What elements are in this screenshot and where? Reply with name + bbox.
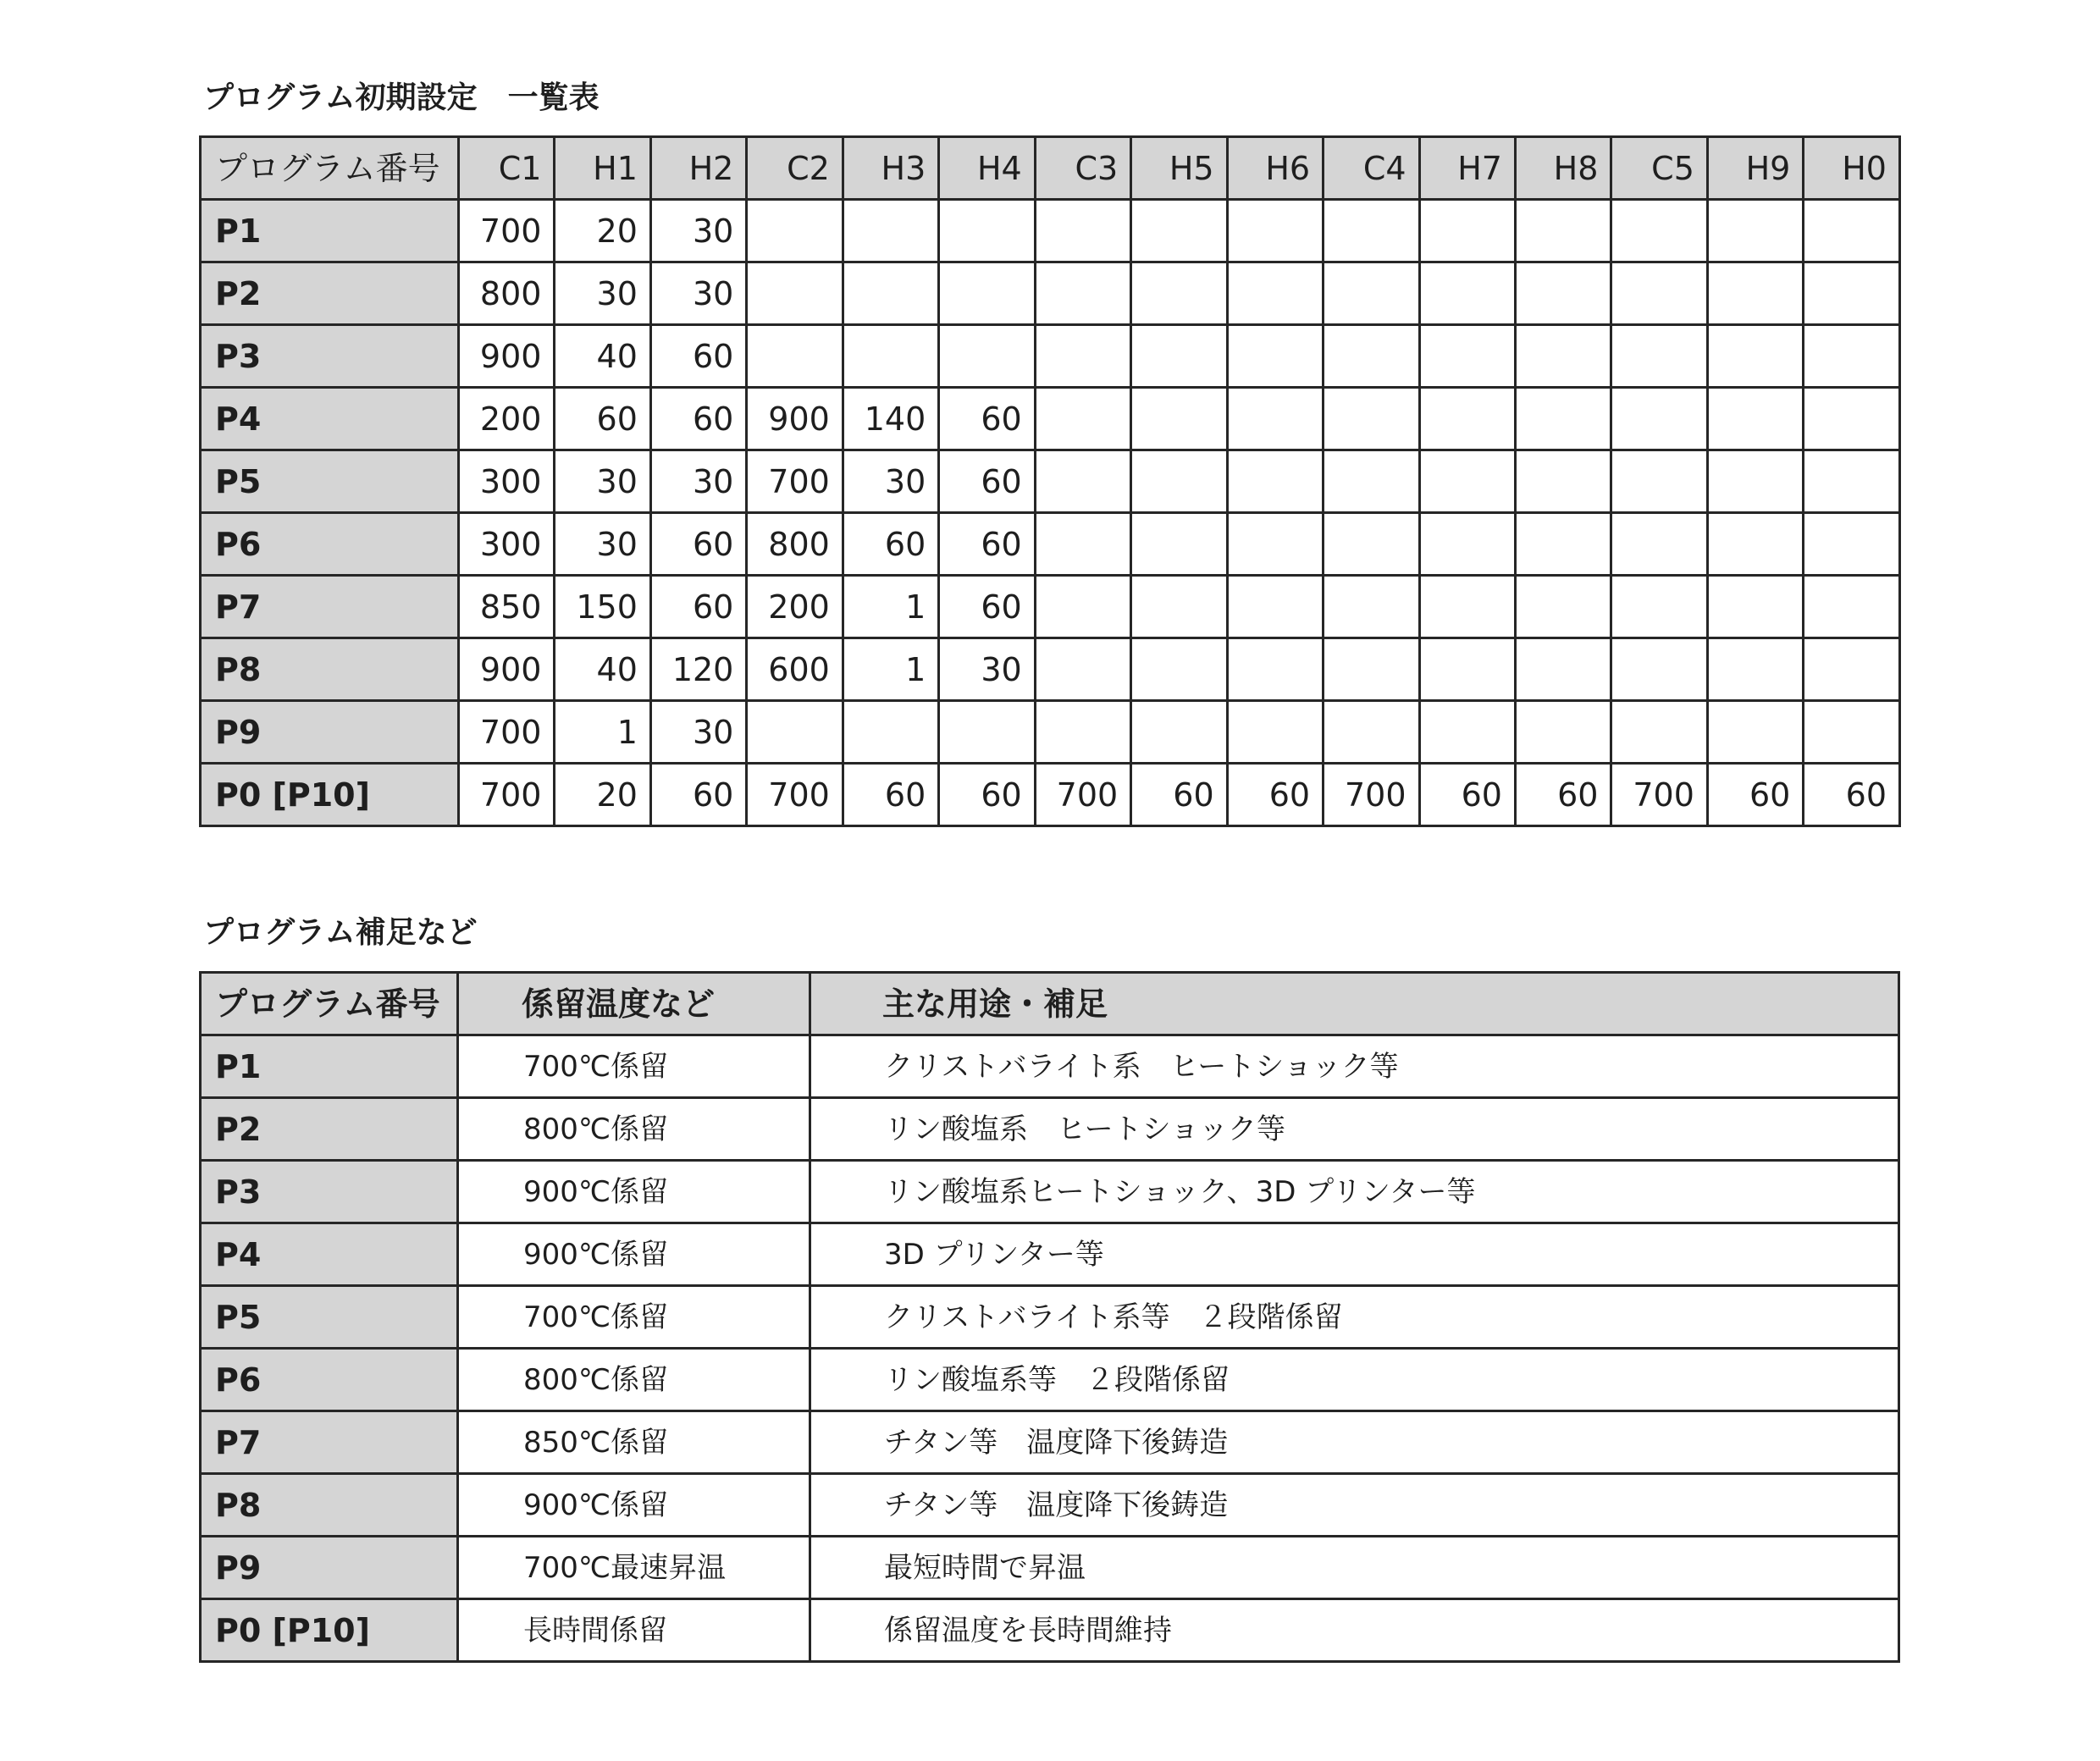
- value-cell: 60: [1131, 764, 1227, 826]
- table-row: [201, 450, 1900, 513]
- value-cell: [1131, 325, 1227, 388]
- value-cell: 900: [459, 325, 555, 388]
- value-cell: [1611, 200, 1707, 262]
- main-use-cell: リン酸塩系等 ２段階係留: [810, 1349, 1899, 1411]
- value-cell: 60: [939, 513, 1035, 576]
- value-cell: 1: [843, 638, 938, 701]
- main-use-cell: リン酸塩系ヒートショック、3D プリンター等: [810, 1161, 1899, 1223]
- value-cell: [1419, 513, 1515, 576]
- value-cell: [1035, 638, 1130, 701]
- value-cell: 20: [555, 764, 650, 826]
- main-use-cell: 係留温度を長時間維持: [810, 1599, 1899, 1662]
- program-label: P0 [P10]: [201, 1599, 458, 1662]
- table-row: [201, 1537, 1899, 1599]
- value-cell: [1035, 701, 1130, 764]
- value-cell: 60: [650, 576, 746, 638]
- value-cell: [843, 701, 938, 764]
- header-step-c5: C5: [1611, 137, 1707, 200]
- value-cell: [1515, 513, 1611, 576]
- program-settings-table: [199, 135, 1901, 827]
- main-use-cell: 最短時間で昇温: [810, 1537, 1899, 1599]
- header-step-h2: H2: [650, 137, 746, 200]
- table-row: [201, 1474, 1899, 1537]
- value-cell: [1611, 388, 1707, 450]
- value-cell: [1035, 262, 1130, 325]
- header-step-h3: H3: [843, 137, 938, 200]
- value-cell: [1035, 388, 1130, 450]
- value-cell: [1611, 262, 1707, 325]
- table-row: [201, 1035, 1899, 1098]
- value-cell: [1324, 576, 1419, 638]
- table-row: [201, 325, 1900, 388]
- program-label: P9: [201, 1537, 458, 1599]
- hold-temperature-cell: 900℃係留: [458, 1474, 810, 1537]
- program-label: P4: [201, 1223, 458, 1286]
- value-cell: [1131, 513, 1227, 576]
- header-step-h7: H7: [1419, 137, 1515, 200]
- value-cell: 60: [650, 388, 746, 450]
- value-cell: [1035, 450, 1130, 513]
- value-cell: [1035, 576, 1130, 638]
- value-cell: [1131, 576, 1227, 638]
- value-cell: [1804, 388, 1900, 450]
- value-cell: [1804, 200, 1900, 262]
- value-cell: 60: [939, 450, 1035, 513]
- value-cell: 60: [1419, 764, 1515, 826]
- value-cell: 30: [650, 450, 746, 513]
- header-step-h0: H0: [1804, 137, 1900, 200]
- program-label: P1: [201, 1035, 458, 1098]
- table-row: [201, 513, 1900, 576]
- value-cell: 30: [843, 450, 938, 513]
- program-label: P1: [201, 200, 459, 262]
- main-use-cell: チタン等 温度降下後鋳造: [810, 1411, 1899, 1474]
- value-cell: 700: [459, 200, 555, 262]
- value-cell: [1227, 450, 1323, 513]
- value-cell: [1707, 262, 1803, 325]
- value-cell: 30: [555, 262, 650, 325]
- value-cell: [1227, 638, 1323, 701]
- value-cell: [1324, 200, 1419, 262]
- program-label: P5: [201, 1286, 458, 1349]
- value-cell: [1611, 576, 1707, 638]
- value-cell: [1131, 638, 1227, 701]
- value-cell: [1324, 701, 1419, 764]
- program-label: P3: [201, 325, 459, 388]
- value-cell: 60: [843, 513, 938, 576]
- table-row: [201, 1349, 1899, 1411]
- value-cell: 30: [650, 701, 746, 764]
- value-cell: 60: [1227, 764, 1323, 826]
- hold-temperature-cell: 900℃係留: [458, 1223, 810, 1286]
- hold-temperature-cell: 700℃係留: [458, 1286, 810, 1349]
- value-cell: 30: [555, 513, 650, 576]
- header-step-h6: H6: [1227, 137, 1323, 200]
- value-cell: [1611, 638, 1707, 701]
- value-cell: [1707, 325, 1803, 388]
- hold-temperature-cell: 850℃係留: [458, 1411, 810, 1474]
- header-step-h1: H1: [555, 137, 650, 200]
- value-cell: 60: [843, 764, 938, 826]
- value-cell: [1804, 513, 1900, 576]
- value-cell: [1131, 701, 1227, 764]
- program-notes-title: プログラム補足など: [203, 915, 478, 950]
- program-label: P5: [201, 450, 459, 513]
- value-cell: [1419, 638, 1515, 701]
- value-cell: [1707, 200, 1803, 262]
- value-cell: [1419, 576, 1515, 638]
- value-cell: [1515, 450, 1611, 513]
- main-use-cell: クリストバライト系等 ２段階係留: [810, 1286, 1899, 1349]
- value-cell: 60: [939, 388, 1035, 450]
- value-cell: 120: [650, 638, 746, 701]
- value-cell: 300: [459, 513, 555, 576]
- main-use-cell: クリストバライト系 ヒートショック等: [810, 1035, 1899, 1098]
- header-step-h9: H9: [1707, 137, 1803, 200]
- value-cell: [1324, 638, 1419, 701]
- header-step-c2: C2: [747, 137, 843, 200]
- value-cell: [747, 262, 843, 325]
- value-cell: 30: [555, 450, 650, 513]
- value-cell: [939, 200, 1035, 262]
- value-cell: [1227, 262, 1323, 325]
- value-cell: [1419, 701, 1515, 764]
- program-label: P7: [201, 1411, 458, 1474]
- value-cell: [747, 325, 843, 388]
- program-label: P3: [201, 1161, 458, 1223]
- value-cell: [1227, 388, 1323, 450]
- value-cell: [1131, 200, 1227, 262]
- value-cell: [1227, 200, 1323, 262]
- value-cell: 700: [1611, 764, 1707, 826]
- value-cell: 700: [1324, 764, 1419, 826]
- program-settings-title: プログラム初期設定 一覧表: [203, 80, 600, 115]
- header-main-use: 主な用途・補足: [810, 973, 1899, 1035]
- value-cell: 60: [939, 764, 1035, 826]
- value-cell: [1419, 262, 1515, 325]
- table-row: [201, 1223, 1899, 1286]
- hold-temperature-cell: 800℃係留: [458, 1349, 810, 1411]
- value-cell: [939, 325, 1035, 388]
- header-program-number: プログラム番号: [201, 137, 459, 200]
- value-cell: 900: [747, 388, 843, 450]
- table-header-row: [201, 973, 1899, 1035]
- value-cell: [1324, 388, 1419, 450]
- value-cell: [1131, 262, 1227, 325]
- table-header-row: [201, 137, 1900, 200]
- value-cell: [843, 325, 938, 388]
- value-cell: [1227, 576, 1323, 638]
- value-cell: [1515, 262, 1611, 325]
- value-cell: [1804, 576, 1900, 638]
- header-step-h8: H8: [1515, 137, 1611, 200]
- value-cell: 60: [555, 388, 650, 450]
- value-cell: 30: [939, 638, 1035, 701]
- value-cell: 60: [650, 764, 746, 826]
- value-cell: 20: [555, 200, 650, 262]
- value-cell: [1611, 513, 1707, 576]
- value-cell: [1804, 450, 1900, 513]
- value-cell: 60: [1515, 764, 1611, 826]
- table-row: [201, 262, 1900, 325]
- main-use-cell: チタン等 温度降下後鋳造: [810, 1474, 1899, 1537]
- value-cell: [1804, 701, 1900, 764]
- value-cell: 600: [747, 638, 843, 701]
- program-label: P6: [201, 1349, 458, 1411]
- value-cell: 30: [650, 200, 746, 262]
- table-row: [201, 388, 1900, 450]
- table-row: [201, 1098, 1899, 1161]
- table-row: [201, 1161, 1899, 1223]
- value-cell: [1227, 701, 1323, 764]
- value-cell: [1131, 388, 1227, 450]
- value-cell: [1804, 262, 1900, 325]
- value-cell: [1515, 576, 1611, 638]
- value-cell: [1515, 388, 1611, 450]
- hold-temperature-cell: 700℃最速昇温: [458, 1537, 810, 1599]
- value-cell: 60: [1804, 764, 1900, 826]
- value-cell: 60: [1707, 764, 1803, 826]
- value-cell: [1804, 638, 1900, 701]
- value-cell: [1324, 513, 1419, 576]
- value-cell: [1131, 450, 1227, 513]
- value-cell: [1707, 513, 1803, 576]
- header-program-number: プログラム番号: [201, 973, 458, 1035]
- value-cell: [1611, 450, 1707, 513]
- value-cell: [1707, 638, 1803, 701]
- value-cell: [1324, 325, 1419, 388]
- value-cell: [939, 262, 1035, 325]
- value-cell: 700: [747, 450, 843, 513]
- value-cell: [1707, 576, 1803, 638]
- value-cell: 700: [747, 764, 843, 826]
- value-cell: [1419, 200, 1515, 262]
- hold-temperature-cell: 700℃係留: [458, 1035, 810, 1098]
- value-cell: [1035, 200, 1130, 262]
- hold-temperature-cell: 800℃係留: [458, 1098, 810, 1161]
- table-row: [201, 576, 1900, 638]
- value-cell: [1515, 325, 1611, 388]
- value-cell: [1611, 325, 1707, 388]
- header-step-c3: C3: [1035, 137, 1130, 200]
- main-use-cell: リン酸塩系 ヒートショック等: [810, 1098, 1899, 1161]
- value-cell: 700: [459, 764, 555, 826]
- value-cell: 150: [555, 576, 650, 638]
- value-cell: [1707, 701, 1803, 764]
- hold-temperature-cell: 長時間係留: [458, 1599, 810, 1662]
- value-cell: [747, 200, 843, 262]
- value-cell: 40: [555, 638, 650, 701]
- value-cell: [843, 262, 938, 325]
- value-cell: 900: [459, 638, 555, 701]
- header-hold-temperature: 係留温度など: [458, 973, 810, 1035]
- program-label: P8: [201, 638, 459, 701]
- value-cell: 40: [555, 325, 650, 388]
- value-cell: [1515, 638, 1611, 701]
- table-row: [201, 1411, 1899, 1474]
- header-step-h4: H4: [939, 137, 1035, 200]
- value-cell: [1804, 325, 1900, 388]
- value-cell: 1: [555, 701, 650, 764]
- header-step-c4: C4: [1324, 137, 1419, 200]
- value-cell: 300: [459, 450, 555, 513]
- table-row: [201, 1599, 1899, 1662]
- table-row: [201, 1286, 1899, 1349]
- table-row: [201, 200, 1900, 262]
- value-cell: [1035, 325, 1130, 388]
- value-cell: [1324, 262, 1419, 325]
- value-cell: 60: [939, 576, 1035, 638]
- value-cell: 60: [650, 325, 746, 388]
- value-cell: 1: [843, 576, 938, 638]
- main-use-cell: 3D プリンター等: [810, 1223, 1899, 1286]
- value-cell: [1035, 513, 1130, 576]
- table-row: [201, 701, 1900, 764]
- value-cell: 700: [1035, 764, 1130, 826]
- value-cell: 800: [459, 262, 555, 325]
- program-label: P7: [201, 576, 459, 638]
- value-cell: [1227, 325, 1323, 388]
- value-cell: [1611, 701, 1707, 764]
- value-cell: [1707, 450, 1803, 513]
- value-cell: [939, 701, 1035, 764]
- value-cell: 200: [747, 576, 843, 638]
- program-label: P2: [201, 1098, 458, 1161]
- header-step-h5: H5: [1131, 137, 1227, 200]
- program-label: P8: [201, 1474, 458, 1537]
- program-label: P2: [201, 262, 459, 325]
- table-row: [201, 638, 1900, 701]
- hold-temperature-cell: 900℃係留: [458, 1161, 810, 1223]
- value-cell: 700: [459, 701, 555, 764]
- value-cell: [1419, 325, 1515, 388]
- value-cell: [1419, 388, 1515, 450]
- value-cell: [1707, 388, 1803, 450]
- program-label: P0 [P10]: [201, 764, 459, 826]
- program-label: P9: [201, 701, 459, 764]
- value-cell: [1515, 701, 1611, 764]
- value-cell: 60: [650, 513, 746, 576]
- value-cell: [1419, 450, 1515, 513]
- value-cell: [1227, 513, 1323, 576]
- table-row: [201, 764, 1900, 826]
- value-cell: 140: [843, 388, 938, 450]
- header-step-c1: C1: [459, 137, 555, 200]
- value-cell: 200: [459, 388, 555, 450]
- value-cell: [1324, 450, 1419, 513]
- program-notes-table: [199, 971, 1900, 1663]
- value-cell: [747, 701, 843, 764]
- value-cell: 800: [747, 513, 843, 576]
- value-cell: 850: [459, 576, 555, 638]
- value-cell: [843, 200, 938, 262]
- value-cell: [1515, 200, 1611, 262]
- value-cell: 30: [650, 262, 746, 325]
- program-label: P6: [201, 513, 459, 576]
- program-label: P4: [201, 388, 459, 450]
